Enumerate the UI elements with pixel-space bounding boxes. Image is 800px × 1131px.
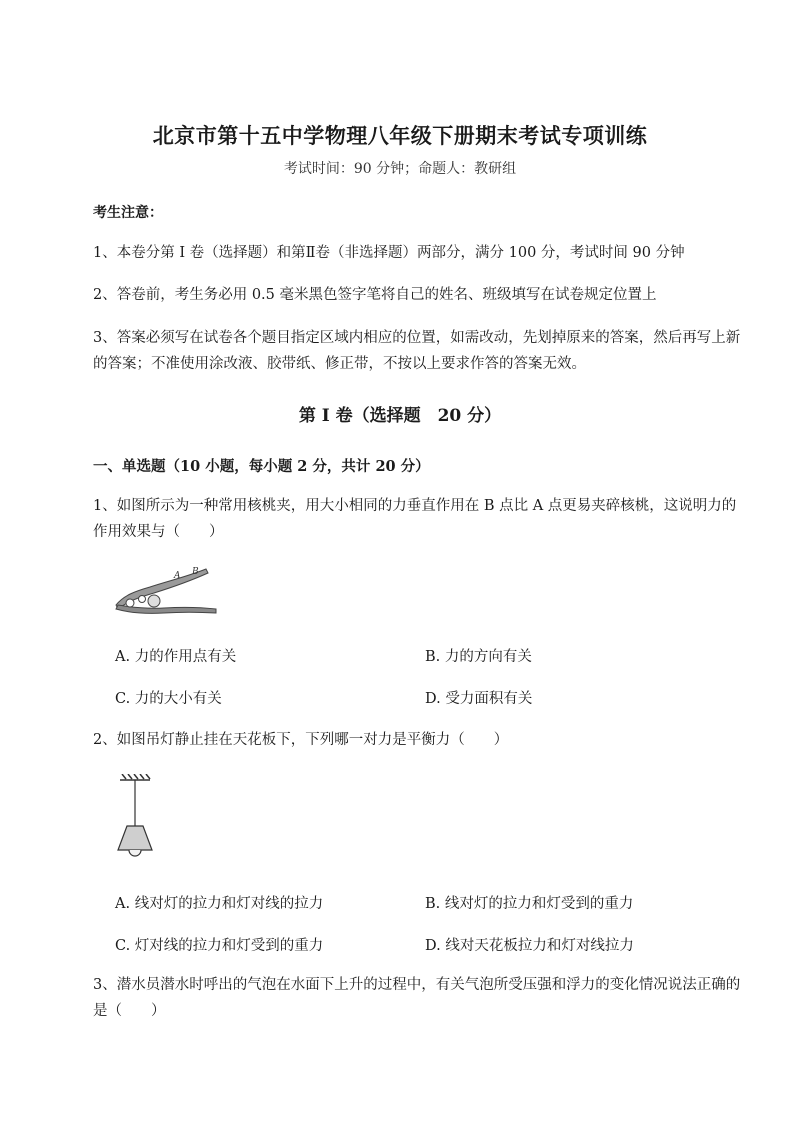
q1-option-d[interactable]: D. 受力面积有关	[425, 691, 533, 707]
notice-item-2: 2、答卷前，考生务必用 0.5 毫米黑色签字笔将自己的姓名、班级填写在试卷规定位置上	[93, 287, 657, 303]
notice-heading: 考生注意：	[93, 205, 163, 221]
notice-item-3: 3、答案必须写在试卷各个题目指定区域内相应的位置，如需改动，先划掉原来的答案，然后再写上新的答案；不准使用涂改液、胶带纸、修正带，不按以上要求作答的答案无效。	[93, 330, 741, 372]
notice-item-1: 1、本卷分第 I 卷（选择题）和第Ⅱ卷（非选择题）两部分，满分 100 分，考试时间 90 分钟	[93, 245, 685, 261]
question-1-stem: 1、如图所示为一种常用核桃夹，用大小相同的力垂直作用在 B 点比 A 点更易夹碎核桃，这说明力的作用效果与（ ）	[93, 498, 737, 540]
q1-option-a[interactable]: A. 力的作用点有关	[115, 649, 237, 665]
q1-option-c[interactable]: C. 力的大小有关	[115, 691, 222, 707]
document-subtitle: 考试时间：90 分钟；命题人：教研组	[283, 161, 517, 177]
q2-option-d[interactable]: D. 线对天花板拉力和灯对线拉力	[425, 938, 634, 954]
nutcracker-label-b: B	[192, 567, 199, 577]
question-2-stem: 2、如图吊灯静止挂在天花板下，下列哪一对力是平衡力（ ）	[93, 732, 509, 748]
q2-option-b[interactable]: B. 线对灯的拉力和灯受到的重力	[425, 896, 634, 912]
q1-option-b[interactable]: B. 力的方向有关	[425, 649, 532, 665]
document-title: 北京市第十五中学物理八年级下册期末考试专项训练	[152, 123, 648, 148]
question-3-stem: 3、潜水员潜水时呼出的气泡在水面下上升的过程中，有关气泡所受压强和浮力的变化情况说法正确的是（ ）	[93, 977, 741, 1019]
nutcracker-label-a: A	[174, 571, 181, 581]
q2-option-a[interactable]: A. 线对灯的拉力和灯对线的拉力	[115, 896, 324, 912]
q2-option-c[interactable]: C. 灯对线的拉力和灯受到的重力	[115, 938, 324, 954]
hanging-lamp-figure	[112, 774, 160, 866]
nutcracker-figure	[110, 565, 220, 617]
section-subtitle: 一、单选题（10 小题，每小题 2 分，共计 20 分）	[93, 458, 430, 475]
section-title: 第 I 卷（选择题 20 分）	[298, 406, 502, 426]
